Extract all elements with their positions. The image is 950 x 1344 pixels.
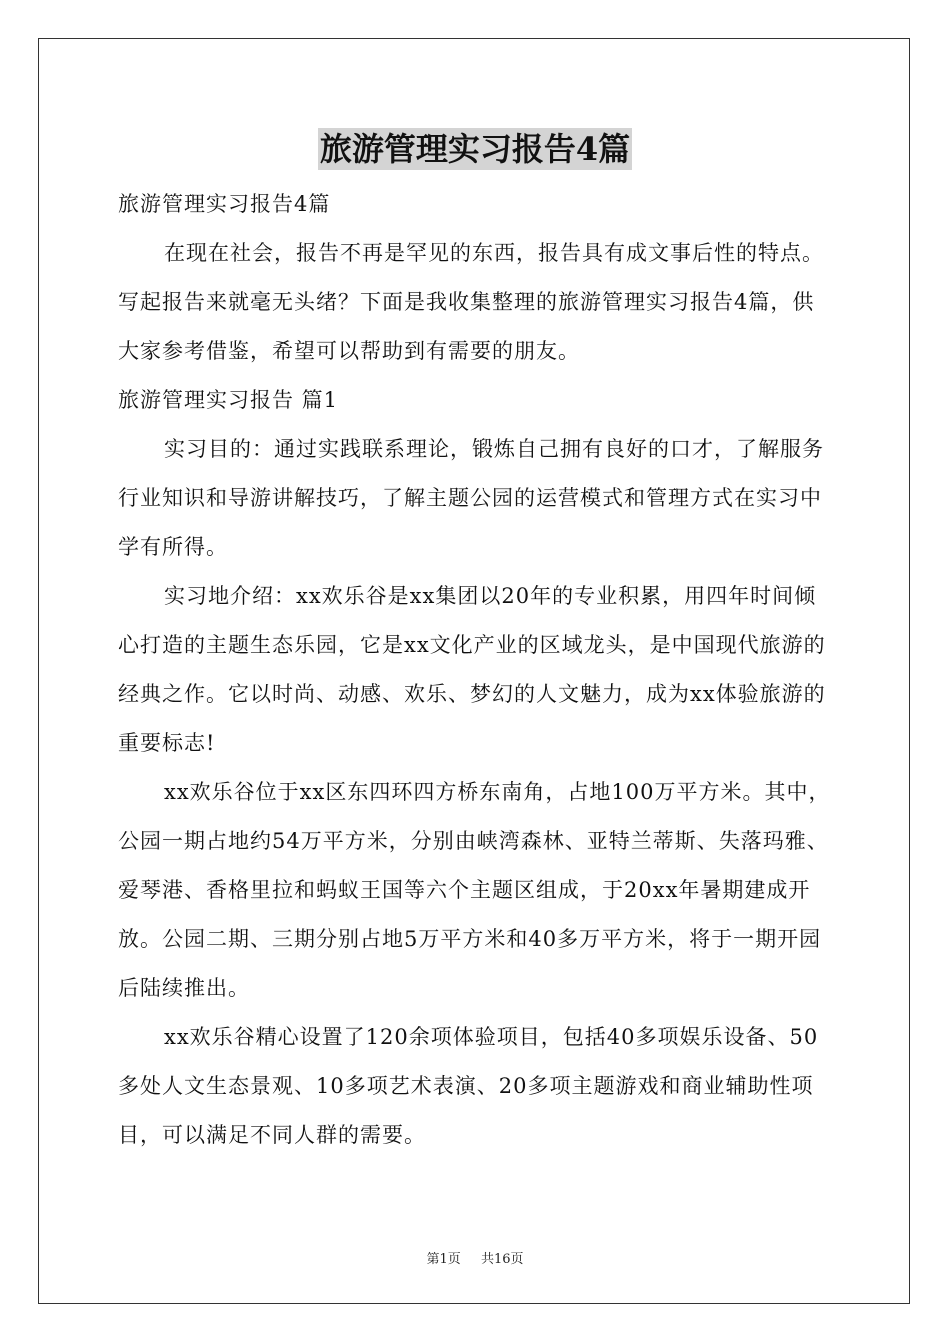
total-pages: 共16页 bbox=[480, 1252, 524, 1267]
title-container bbox=[0, 128, 950, 170]
page-number: 第1页 bbox=[426, 1252, 461, 1267]
paragraph: 实习目的：通过实践联系理论，锻炼自己拥有良好的口才，了解服务行业知识和导游讲解技巧，了解主题公园的运营模式和管理方式在实习中学有所得。 bbox=[118, 437, 824, 559]
paragraph: 实习地介绍：xx欢乐谷是xx集团以20年的专业积累，用四年时间倾心打造的主题生态乐园，它是xx文化产业的区域龙头，是中国现代旅游的经典之作。它以时尚、动感、欢乐、梦幻的人文魅力，成为xx体验旅游的重要标志! bbox=[118, 584, 826, 755]
document-title: 旅游管理实习报告4篇 bbox=[319, 130, 631, 168]
paragraph: xx欢乐谷位于xx区东四环四方桥东南角，占地100万平方米。其中，公园一期占地约54万平方米，分别由峡湾森林、亚特兰蒂斯、失落玛雅、爱琴港、香格里拉和蚂蚁王国等六个主题区组成，于20xx年暑期建成开放。公园二期、三期分别占地5万平方米和40多万平方米，将于一期开园后陆续推出。 bbox=[118, 780, 831, 1000]
document-body bbox=[118, 180, 834, 1160]
paragraph: 在现在社会，报告不再是罕见的东西，报告具有成文事后性的特点。写起报告来就毫无头绪？下面是我收集整理的旅游管理实习报告4篇，供大家参考借鉴，希望可以帮助到有需要的朋友。 bbox=[118, 241, 824, 363]
page-footer bbox=[0, 1248, 950, 1267]
section-heading: 旅游管理实习报告 篇1 bbox=[118, 388, 339, 412]
paragraph: xx欢乐谷精心设置了120余项体验项目，包括40多项娱乐设备、50多处人文生态景观、10多项艺术表演、20多项主题游戏和商业辅助性项目，可以满足不同人群的需要。 bbox=[118, 1025, 819, 1147]
paragraph: 旅游管理实习报告4篇 bbox=[118, 192, 331, 216]
